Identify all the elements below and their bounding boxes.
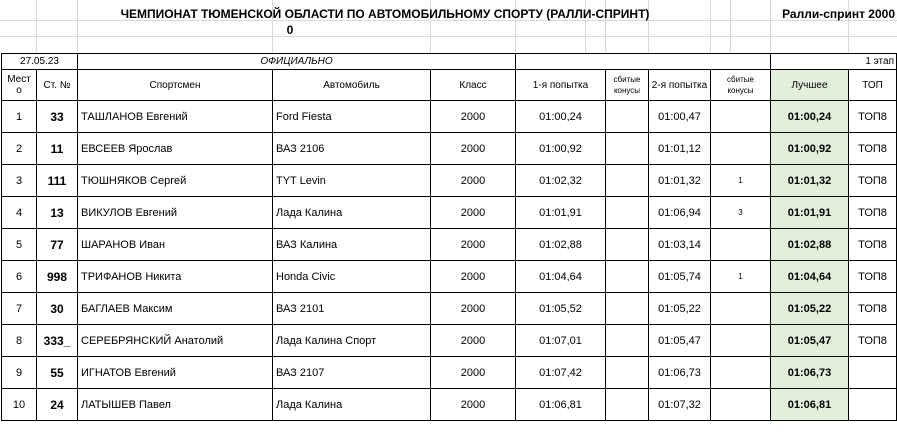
results-table (1, 53, 897, 421)
col-car: Автомобиль (273, 70, 431, 101)
table-row (2, 101, 897, 133)
cell-attempt2: 01:05,47 (649, 325, 711, 357)
cell-class: 2000 (431, 325, 516, 357)
cell-driver: ТАШЛАНОВ Евгений (78, 101, 273, 133)
cell-driver: ШАРАНОВ Иван (78, 229, 273, 261)
meta-row (2, 54, 897, 70)
cell-cones2 (711, 325, 771, 357)
cell-attempt1: 01:07,42 (516, 357, 606, 389)
col-cones2: сбитые конусы (711, 70, 771, 101)
cell-number: 11 (37, 133, 78, 165)
cell-attempt2: 01:05,74 (649, 261, 711, 293)
cell-best: 01:06,73 (771, 357, 849, 389)
cell-best: 01:00,24 (771, 101, 849, 133)
cell-driver: ТЮШНЯКОВ Сергей (78, 165, 273, 197)
cell-class: 2000 (431, 261, 516, 293)
cell-driver: ВИКУЛОВ Евгений (78, 197, 273, 229)
cell-number: 333_ (37, 325, 78, 357)
cell-top (849, 357, 897, 389)
table-row (2, 325, 897, 357)
cell-attempt1: 01:02,88 (516, 229, 606, 261)
cell-best: 01:00,92 (771, 133, 849, 165)
event-label: Ралли-спринт 2000 (782, 7, 895, 21)
cell-top: ТОП8 (849, 165, 897, 197)
cell-class: 2000 (431, 229, 516, 261)
cell-cones2 (711, 389, 771, 421)
table-row (2, 165, 897, 197)
cell-best: 01:01,91 (771, 197, 849, 229)
cell-place: 10 (2, 389, 37, 421)
stage-cell: 1 этап (771, 54, 897, 70)
cell-car: Honda Civic (273, 261, 431, 293)
cell-attempt1: 01:05,52 (516, 293, 606, 325)
table-row (2, 197, 897, 229)
cell-top: ТОП8 (849, 325, 897, 357)
cell-best: 01:05,22 (771, 293, 849, 325)
cell-class: 2000 (431, 133, 516, 165)
cell-cones1 (606, 165, 649, 197)
cell-number: 111 (37, 165, 78, 197)
cell-cones2 (711, 101, 771, 133)
cell-top (849, 389, 897, 421)
col-place: Мест о (2, 70, 37, 101)
table-row (2, 389, 897, 421)
cell-class: 2000 (431, 293, 516, 325)
cell-class: 2000 (431, 357, 516, 389)
cell-cones1 (606, 389, 649, 421)
cell-cones2: 1 (711, 165, 771, 197)
page-subtitle: 0 (286, 23, 294, 37)
gridline (36, 0, 37, 52)
cell-driver: ИГНАТОВ Евгений (78, 357, 273, 389)
cell-place: 6 (2, 261, 37, 293)
cell-car: Лада Калина (273, 389, 431, 421)
cell-cones2 (711, 293, 771, 325)
cell-cones1 (606, 261, 649, 293)
col-number: Ст. № (37, 70, 78, 101)
cell-top: ТОП8 (849, 229, 897, 261)
date-cell: 27.05.23 (2, 54, 78, 70)
cell-place: 3 (2, 165, 37, 197)
cell-car: TYT Levin (273, 165, 431, 197)
cell-place: 4 (2, 197, 37, 229)
cell-car: Ford Fiesta (273, 101, 431, 133)
header-row (2, 70, 897, 101)
cell-number: 55 (37, 357, 78, 389)
cell-number: 30 (37, 293, 78, 325)
cell-cones2 (711, 133, 771, 165)
cell-attempt2: 01:06,94 (649, 197, 711, 229)
cell-place: 8 (2, 325, 37, 357)
cell-driver: ТРИФАНОВ Никита (78, 261, 273, 293)
cell-best: 01:01,32 (771, 165, 849, 197)
cell-best: 01:04,64 (771, 261, 849, 293)
gridline (0, 36, 897, 37)
cell-cones1 (606, 101, 649, 133)
table-row (2, 133, 897, 165)
cell-number: 24 (37, 389, 78, 421)
table-row (2, 357, 897, 389)
col-attempt2: 2-я попытка (649, 70, 711, 101)
cell-car: ВАЗ 2101 (273, 293, 431, 325)
cell-best: 01:02,88 (771, 229, 849, 261)
col-attempt1: 1-я попытка (516, 70, 606, 101)
cell-place: 7 (2, 293, 37, 325)
cell-car: ВАЗ 2106 (273, 133, 431, 165)
meta-empty-cell (516, 54, 771, 70)
cell-car: ВАЗ Калина (273, 229, 431, 261)
cell-cones1 (606, 197, 649, 229)
cell-cones1 (606, 133, 649, 165)
cell-attempt2: 01:06,73 (649, 357, 711, 389)
cell-attempt2: 01:01,32 (649, 165, 711, 197)
cell-attempt2: 01:01,12 (649, 133, 711, 165)
cell-attempt2: 01:07,32 (649, 389, 711, 421)
cell-car: Лада Калина Спорт (273, 325, 431, 357)
status-cell: ОФИЦИАЛЬНО (78, 54, 516, 70)
cell-attempt2: 01:03,14 (649, 229, 711, 261)
cell-attempt2: 01:05,22 (649, 293, 711, 325)
cell-number: 998 (37, 261, 78, 293)
cell-place: 9 (2, 357, 37, 389)
col-class: Класс (431, 70, 516, 101)
cell-attempt1: 01:02,32 (516, 165, 606, 197)
cell-class: 2000 (431, 101, 516, 133)
cell-cones2: 3 (711, 197, 771, 229)
cell-place: 2 (2, 133, 37, 165)
cell-cones1 (606, 293, 649, 325)
table-row (2, 293, 897, 325)
cell-cones2: 1 (711, 261, 771, 293)
cell-attempt1: 01:01,91 (516, 197, 606, 229)
cell-number: 77 (37, 229, 78, 261)
table-row (2, 261, 897, 293)
cell-number: 33 (37, 101, 78, 133)
cell-attempt1: 01:00,92 (516, 133, 606, 165)
cell-number: 13 (37, 197, 78, 229)
cell-top: ТОП8 (849, 133, 897, 165)
col-top: ТОП (849, 70, 897, 101)
cell-place: 5 (2, 229, 37, 261)
cell-best: 01:05,47 (771, 325, 849, 357)
cell-car: Лада Калина (273, 197, 431, 229)
col-cones1: сбитые конусы (606, 70, 649, 101)
cell-cones1 (606, 325, 649, 357)
cell-driver: ЕВСЕЕВ Ярослав (78, 133, 273, 165)
cell-top: ТОП8 (849, 293, 897, 325)
cell-cones2 (711, 357, 771, 389)
cell-top: ТОП8 (849, 197, 897, 229)
cell-attempt1: 01:00,24 (516, 101, 606, 133)
cell-cones1 (606, 229, 649, 261)
cell-class: 2000 (431, 197, 516, 229)
page-title: ЧЕМПИОНАТ ТЮМЕНСКОЙ ОБЛАСТИ ПО АВТОМОБИЛЬНОМУ СПОРТУ (РАЛЛИ-СПРИНТ) (120, 7, 650, 21)
col-best: Лучшее (771, 70, 849, 101)
cell-top: ТОП8 (849, 261, 897, 293)
cell-cones1 (606, 357, 649, 389)
cell-place: 1 (2, 101, 37, 133)
cell-attempt1: 01:07,01 (516, 325, 606, 357)
cell-driver: СЕРЕБРЯНСКИЙ Анатолий (78, 325, 273, 357)
col-driver: Спортсмен (78, 70, 273, 101)
cell-car: ВАЗ 2107 (273, 357, 431, 389)
cell-driver: ЛАТЫШЕВ Павел (78, 389, 273, 421)
cell-best: 01:06,81 (771, 389, 849, 421)
cell-cones2 (711, 229, 771, 261)
gridline (730, 0, 731, 52)
cell-driver: БАГЛАЕВ Максим (78, 293, 273, 325)
cell-attempt2: 01:00,47 (649, 101, 711, 133)
cell-class: 2000 (431, 165, 516, 197)
cell-top: ТОП8 (849, 101, 897, 133)
gridline (710, 0, 711, 52)
cell-class: 2000 (431, 389, 516, 421)
table-row (2, 229, 897, 261)
cell-attempt1: 01:04,64 (516, 261, 606, 293)
cell-attempt1: 01:06,81 (516, 389, 606, 421)
